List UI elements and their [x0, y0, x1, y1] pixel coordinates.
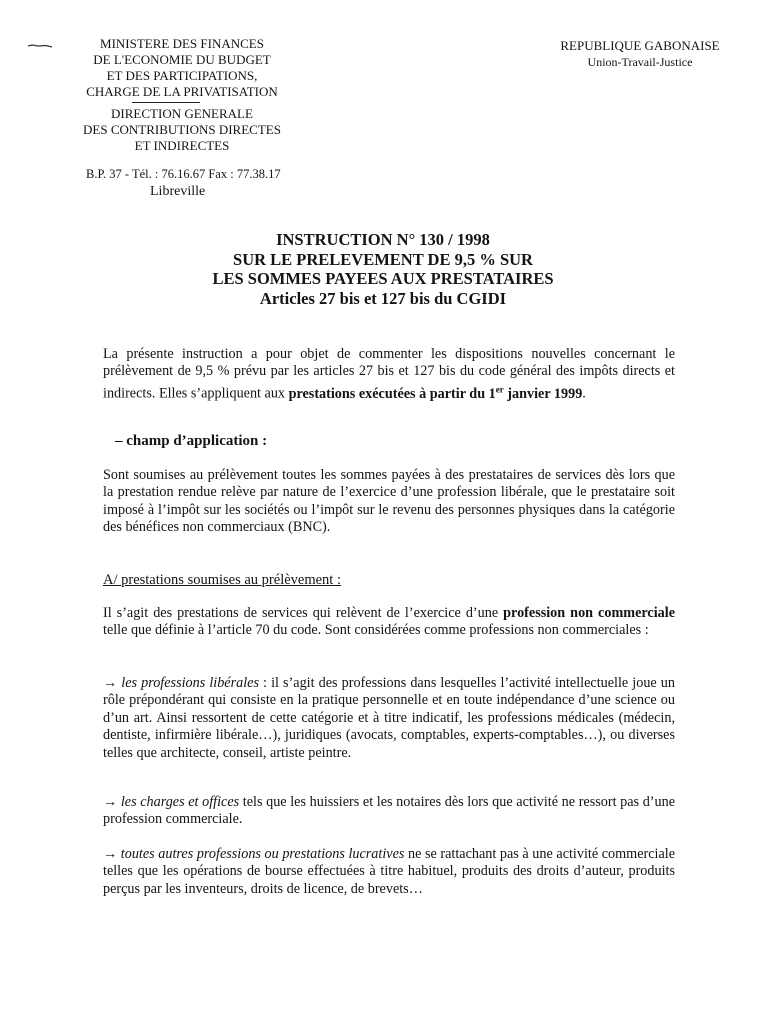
intro-bold-end: janvier 1999	[503, 385, 583, 402]
item3-italic: toutes autres professions ou prestations lucratives	[120, 846, 405, 862]
section-a-heading: A/ prestations soumises au prélèvement :	[103, 572, 341, 588]
item2-italic: les charges et offices	[120, 794, 240, 810]
arrow-right-icon: →	[103, 846, 118, 862]
header-divider	[132, 102, 200, 103]
direction-line-2: DES CONTRIBUTIONS DIRECTES	[83, 122, 281, 137]
arrow-right-icon: →	[103, 794, 118, 810]
list-item-professions-liberales	[103, 675, 675, 762]
direction-block	[52, 106, 312, 154]
country-block	[520, 38, 760, 70]
list-item-autres-professions	[103, 846, 675, 898]
ministry-line-4: CHARGE DE LA PRIVATISATION	[86, 84, 278, 99]
item1-italic: les professions libérales	[121, 675, 259, 691]
ministry-line-2: DE L'ECONOMIE DU BUDGET	[93, 52, 271, 67]
ministry-line-1: MINISTERE DES FINANCES	[100, 36, 264, 51]
section-a-bold: profession non commerciale	[503, 605, 675, 621]
section-a-text-1: Il s’agit des prestations de services qui relèvent de l’exercice d’une	[103, 605, 504, 621]
item2-text: tels que les huissiers et les notaires dès lors que activité ne ressort pas d’une profession commerciale.	[103, 794, 676, 828]
instruction-title	[100, 230, 666, 308]
title-line-1: INSTRUCTION N° 130 / 1998	[276, 230, 490, 249]
arrow-right-icon: →	[103, 675, 118, 691]
section-a-text-2: telle que définie à l’article 70 du code. Sont considérées comme professions non commerciales :	[103, 622, 649, 639]
list-item-charges-offices	[103, 794, 675, 829]
direction-line-1: DIRECTION GENERALE	[111, 106, 253, 121]
country-motto: Union-Travail-Justice	[587, 55, 693, 69]
champ-paragraph: Sont soumises au prélèvement toutes les sommes payées à des prestataires de services dès lors que la prestation rendue relève par nature de l’exercice d’une profession libérale, que le prestataire soit imposé à l’impôt sur les sociétés ou l’impôt sur le revenu des personnes physiques dans la catégorie des bénéfices non commerciaux (BNC).	[103, 467, 675, 536]
intro-bold-text: prestations exécutées à partir du 1	[288, 385, 496, 402]
ministry-block	[52, 36, 312, 100]
section-a-paragraph	[103, 605, 675, 640]
intro-text: La présente instruction a pour objet de commenter les dispositions nouvelles concernant le prélèvement de 9,5 % prévu par les articles 27 bis et 127 bis du code général des impôts directs et indirects. Elles s’appliquent aux	[103, 346, 675, 402]
title-line-4: Articles 27 bis et 127 bis du CGIDI	[259, 288, 507, 308]
ministry-line-3: ET DES PARTICIPATIONS,	[106, 68, 258, 83]
item1-text: : il s’agit des professions dans lesquelles l’activité intellectuelle joue un rôle prépondérant qui consiste en la pratique personnelle et en toute indépendance d’une science ou d’un art. Ainsi ressortent de cette catégorie et à titre indicatif, les professions médicales (médecin, dentiste, infirmière libérale…), juridiques (avocats, comptables, experts-comptables…), ou diverses telles que architecte, conseil, artiste peintre.	[103, 675, 675, 761]
section-champ-heading: – champ d’application :	[115, 433, 268, 449]
title-line-3: LES SOMMES PAYEES AUX PRESTATAIRES	[212, 269, 554, 288]
contact-line: B.P. 37 - Tél. : 76.16.67 Fax : 77.38.17	[86, 167, 281, 181]
intro-date-bold	[288, 383, 583, 402]
intro-paragraph	[103, 346, 675, 403]
country-name: REPUBLIQUE GABONAISE	[560, 38, 720, 53]
scan-mark-icon	[28, 44, 52, 48]
city: Libreville	[150, 184, 206, 199]
item3-text: ne se rattachant pas à une activité commerciale telles que les opérations de bourse effectuées à titre habituel, produits des droits d’auteur, produits perçus par les inventeurs, droits de licence, de brevets…	[103, 846, 675, 897]
intro-end: .	[582, 385, 586, 402]
title-line-2: SUR LE PRELEVEMENT DE 9,5 % SUR	[233, 249, 533, 269]
intro-superscript: er	[495, 383, 504, 394]
direction-line-3: ET INDIRECTES	[134, 138, 230, 153]
